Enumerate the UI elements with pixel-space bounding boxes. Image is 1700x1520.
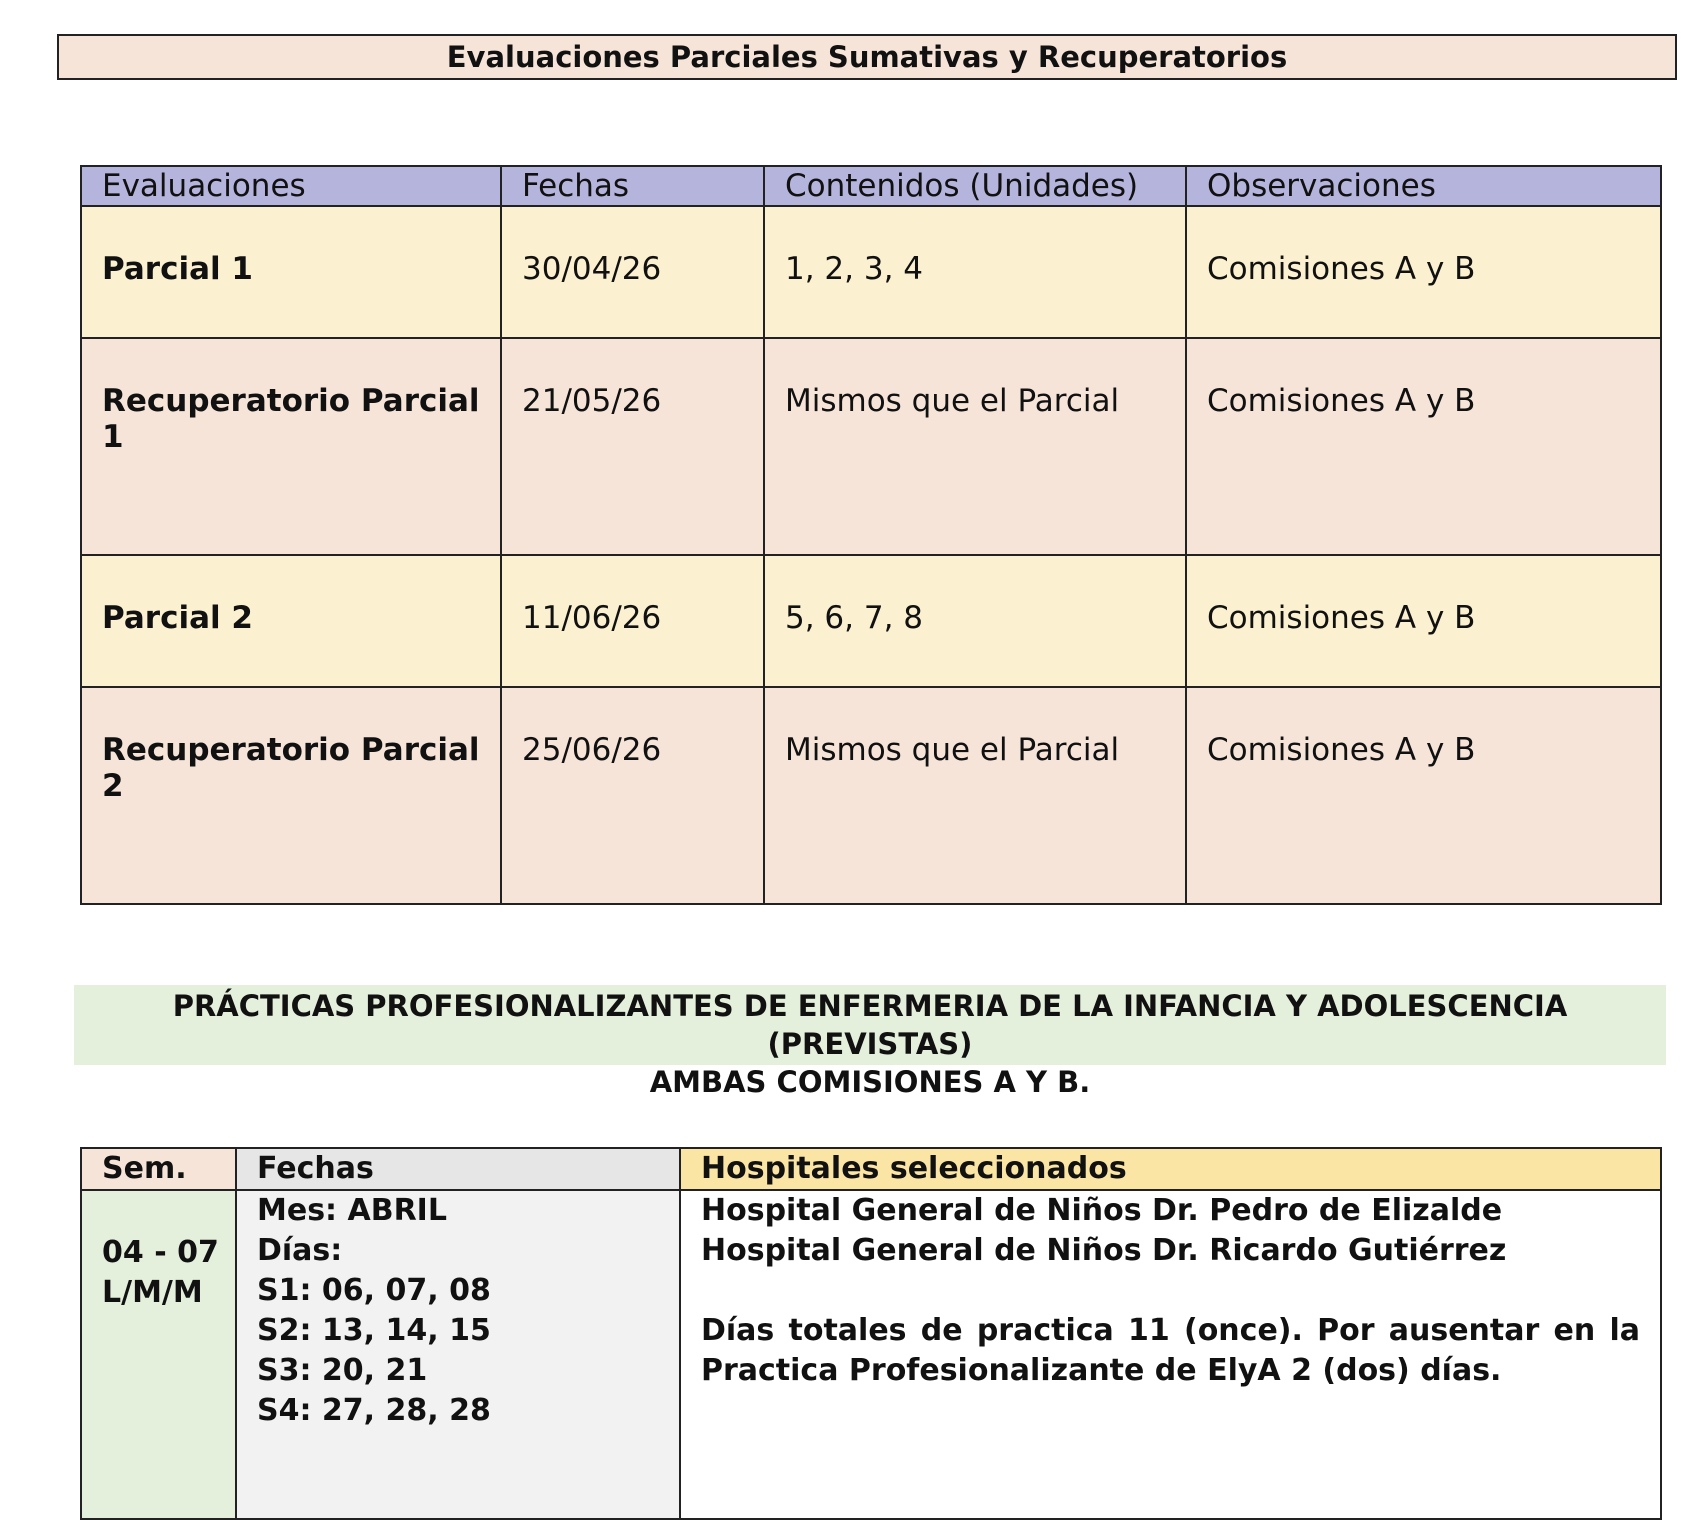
evaluation-notes: Comisiones A y B: [1207, 383, 1476, 419]
evaluation-date: 25/06/26: [522, 732, 662, 768]
evaluation-date: 30/04/26: [522, 251, 662, 287]
table-header-row: [81, 166, 1661, 206]
table-row: [81, 687, 1661, 904]
evaluation-name: Parcial 2: [102, 600, 254, 636]
practice-section-title: [74, 985, 1666, 1099]
evaluation-name: Parcial 1: [102, 251, 254, 287]
dates-week-3: S3: 20, 21: [257, 1353, 428, 1388]
evaluations-table: [80, 165, 1662, 905]
header-hospitales: Hospitales seleccionados: [680, 1148, 1661, 1190]
dates-cell: [236, 1190, 680, 1519]
evaluation-notes: Comisiones A y B: [1207, 732, 1476, 768]
evaluation-notes: Comisiones A y B: [1207, 600, 1476, 636]
hospital-item: Hospital General de Niños Dr. Ricardo Gutiérrez: [701, 1233, 1507, 1268]
practice-note: Días totales de practica 11 (once). Por ausentar en la Practica Profesionalizante de ElyA 2 (dos) días.: [701, 1313, 1640, 1388]
dates-month: Mes: ABRIL: [257, 1193, 447, 1228]
week-cell: [81, 1190, 236, 1519]
evaluation-notes: Comisiones A y B: [1207, 251, 1476, 287]
evaluation-contents: Mismos que el Parcial: [785, 383, 1120, 419]
header-observaciones: Observaciones: [1186, 166, 1661, 206]
header-evaluaciones: Evaluaciones: [81, 166, 501, 206]
hospitals-cell: [680, 1190, 1661, 1519]
evaluation-date: 11/06/26: [522, 600, 662, 636]
header-fechas: Fechas: [501, 166, 764, 206]
dates-label: Días:: [257, 1233, 343, 1268]
evaluation-name: Recuperatorio Parcial 1: [102, 383, 480, 455]
table-row: [81, 338, 1661, 555]
practice-table: [80, 1147, 1662, 1520]
week-days: L/M/M: [102, 1275, 203, 1310]
week-range: 04 - 07: [102, 1235, 219, 1270]
evaluation-date: 21/05/26: [522, 383, 662, 419]
dates-week-1: S1: 06, 07, 08: [257, 1273, 491, 1308]
table-header-row: [81, 1148, 1661, 1190]
evaluation-contents: Mismos que el Parcial: [785, 732, 1120, 768]
header-fechas: Fechas: [236, 1148, 680, 1190]
table-row: [81, 1190, 1661, 1519]
evaluation-contents: 5, 6, 7, 8: [785, 600, 924, 636]
dates-week-4: S4: 27, 28, 28: [257, 1393, 491, 1428]
practice-title-line1: PRÁCTICAS PROFESIONALIZANTES DE ENFERMERIA DE LA INFANCIA Y ADOLESCENCIA (PREVISTAS): [172, 989, 1568, 1061]
evaluation-name: Recuperatorio Parcial 2: [102, 732, 480, 804]
header-contenidos: Contenidos (Unidades): [764, 166, 1186, 206]
practice-title-line2: AMBAS COMISIONES A Y B.: [649, 1065, 1091, 1099]
page-title: Evaluaciones Parciales Sumativas y Recuperatorios: [57, 34, 1677, 80]
dates-week-2: S2: 13, 14, 15: [257, 1313, 491, 1348]
evaluation-contents: 1, 2, 3, 4: [785, 251, 924, 287]
header-sem: Sem.: [81, 1148, 236, 1190]
table-row: [81, 206, 1661, 338]
table-row: [81, 555, 1661, 687]
hospital-item: Hospital General de Niños Dr. Pedro de Elizalde: [701, 1193, 1503, 1228]
